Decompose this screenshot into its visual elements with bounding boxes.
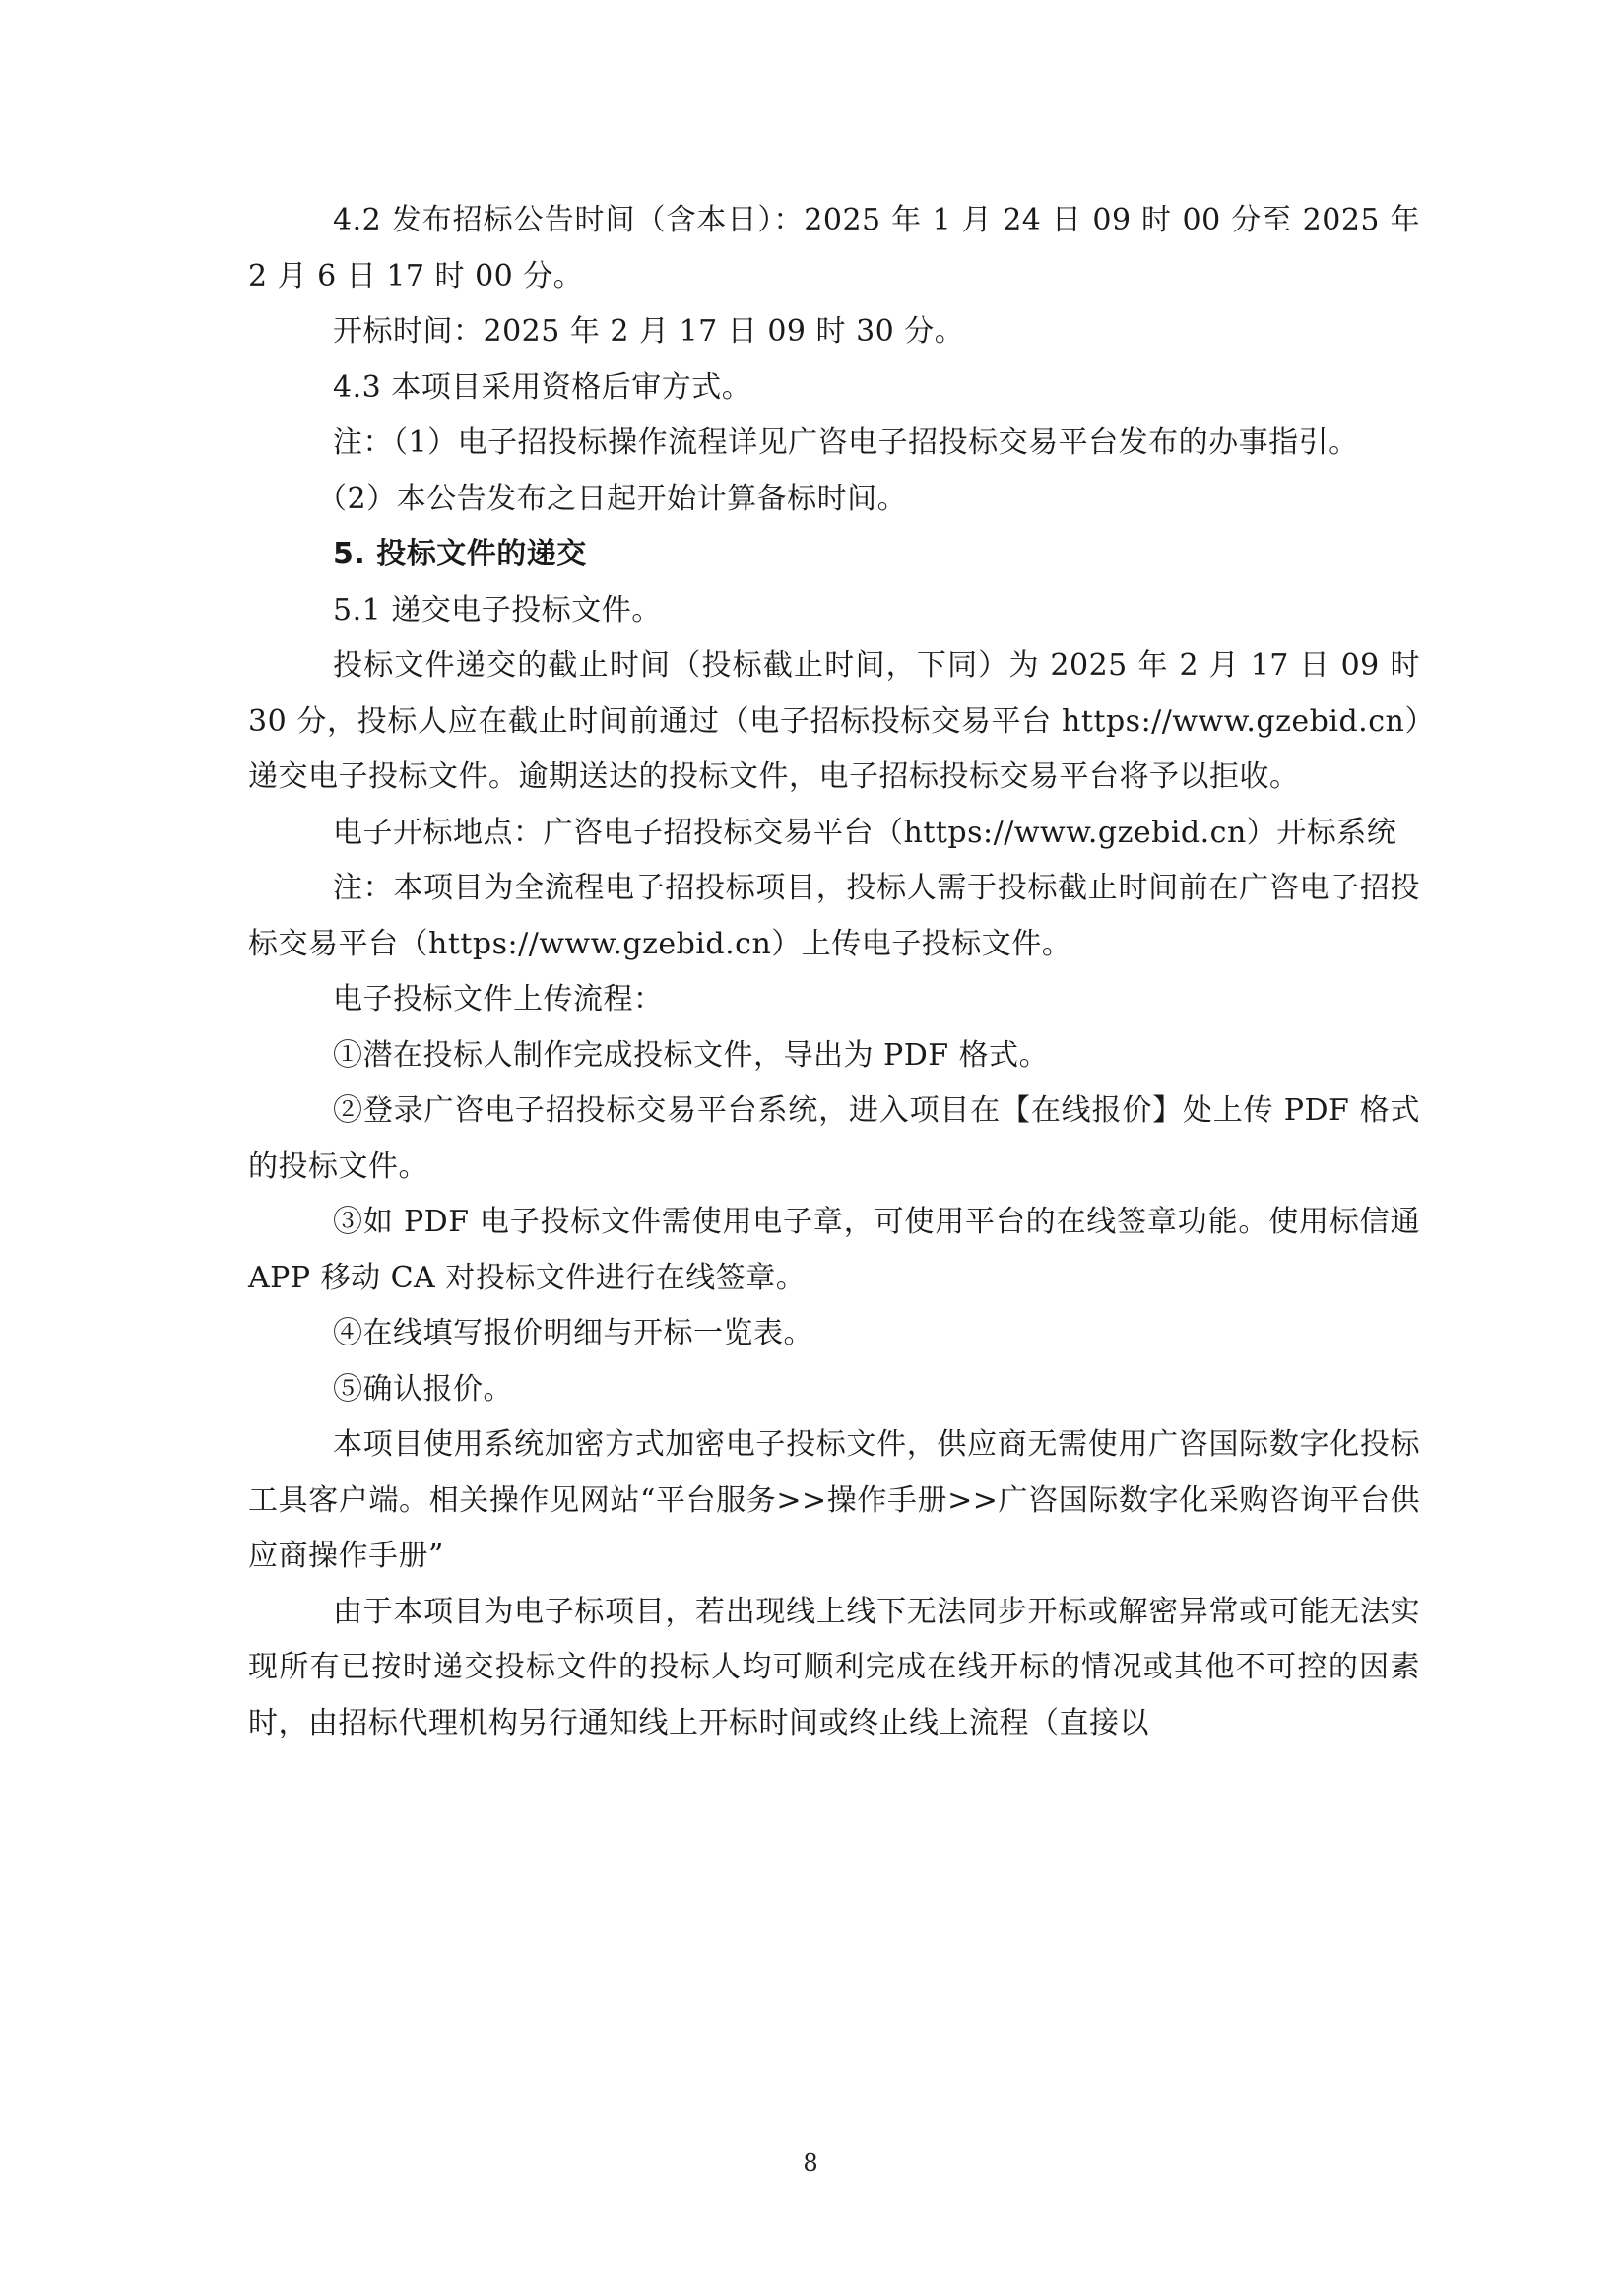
paragraph-submission-deadline: 投标文件递交的截止时间（投标截止时间，下同）为 2025 年 2 月 17 日 09 时 30 分，投标人应在截止时间前通过（电子招标投标交易平台 https://www.gzebid.cn）递交电子投标文件。逾期送达的投标文件，电子招标投标交易平台将予以拒收。 [248,648,1420,794]
paragraph-encryption-note: 本项目使用系统加密方式加密电子投标文件，供应商无需使用广咨国际数字化投标工具客户端。相关操作见网站“平台服务>>操作手册>>广咨国际数字化采购咨询平台供应商操作手册” [248,1427,1420,1573]
section-heading-bid-submission: 5. 投标文件的递交 [333,537,587,571]
paragraph-upload-process-title: 电子投标文件上传流程： [333,982,664,1017]
paragraph-contingency-note: 由于本项目为电子标项目，若出现线上线下无法同步开标或解密异常或可能无法实现所有已按时递交投标文件的投标人均可顺利完成在线开标的情况或其他不可控的因素时，由招标代理机构另行通知线上开标时间或终止线上流程（直接以 [248,1594,1420,1740]
list-item-step-4: ④在线填写报价明细与开标一览表。 [333,1316,813,1350]
paragraph-note-2: （2）本公告发布之日起开始计算备标时间。 [317,481,908,516]
list-item-step-1: ①潜在投标人制作完成投标文件，导出为 PDF 格式。 [333,1037,1050,1073]
list-item-step-2: ②登录广咨电子招投标交易平台系统，进入项目在【在线报价】处上传 PDF 格式的投标文件。 [248,1093,1420,1184]
list-item-step-3: ③如 PDF 电子投标文件需使用电子章，可使用平台的在线签章功能。使用标信通 APP 移动 CA 对投标文件进行在线签章。 [248,1205,1420,1295]
paragraph-full-process-note: 注：本项目为全流程电子招投标项目，投标人需于投标截止时间前在广咨电子招投标交易平台（https://www.gzebid.cn）上传电子投标文件。 [248,871,1420,961]
paragraph-note-1: 注：（1）电子招投标操作流程详见广咨电子招投标交易平台发布的办事指引。 [333,426,1359,460]
paragraph-opening-location: 电子开标地点：广咨电子招投标交易平台（https://www.gzebid.cn）开标系统 [333,815,1397,850]
list-item-step-5: ⑤确认报价。 [333,1371,513,1407]
paragraph-submit-electronic-bid: 5.1 递交电子投标文件。 [333,592,662,627]
document-body [248,193,1420,1751]
paragraph-opening-time: 开标时间：2025 年 2 月 17 日 09 时 30 分。 [333,314,965,349]
paragraph-qualification-review: 4.3 本项目采用资格后审方式。 [333,369,752,405]
paragraph-bid-announcement-period: 4.2 发布招标公告时间（含本日）：2025 年 1 月 24 日 09 时 00 分至 2025 年 2 月 6 日 17 时 00 分。 [248,203,1420,294]
page-number: 8 [803,2149,818,2177]
